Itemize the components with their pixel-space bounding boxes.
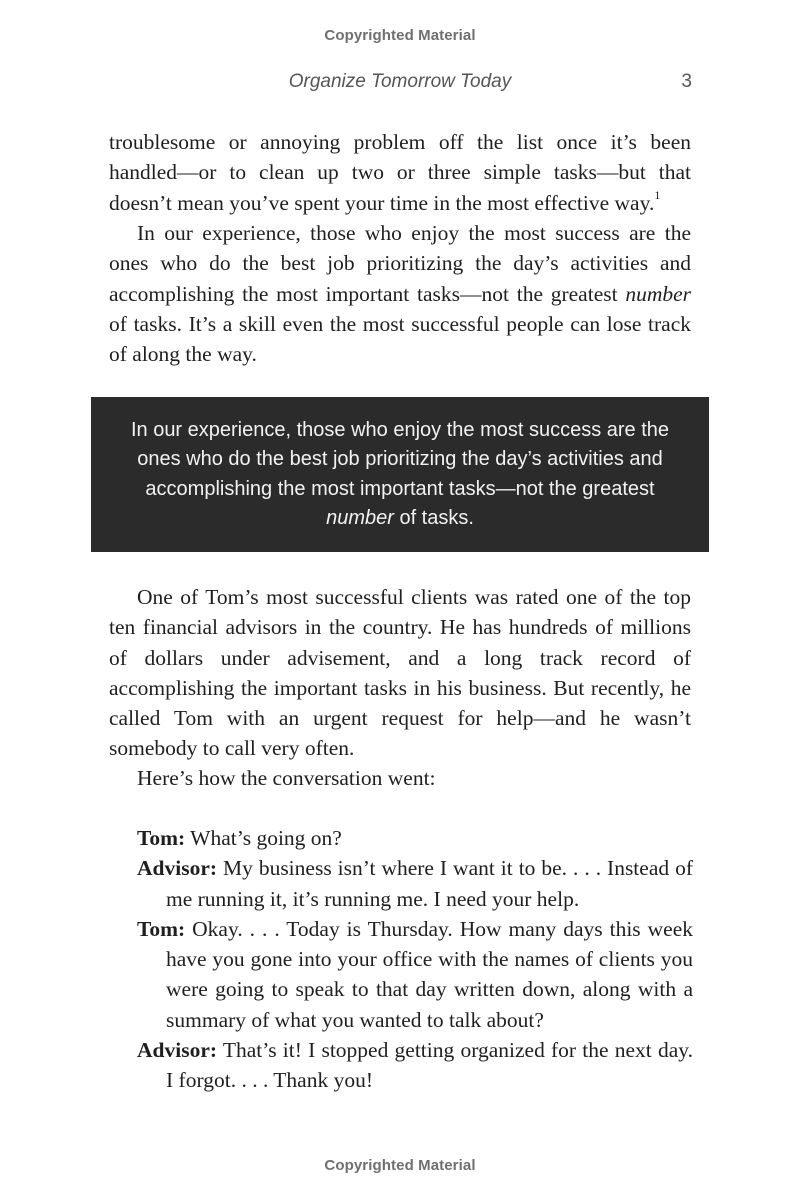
paragraph-text: In our experience, those who enjoy the most success are the ones who do the best job prioritizing the day’s activities and accomplishing the most important tasks—not the greatest — [109, 221, 691, 306]
running-head — [0, 71, 800, 95]
dialogue-block — [137, 823, 693, 1096]
dialogue-text: My business isn’t where I want it to be. . . . Instead of me running it, it’s running me. I need your help. — [166, 856, 693, 911]
dialogue-line — [137, 853, 693, 914]
speaker-name: Tom: — [137, 826, 186, 850]
paragraph-text: troublesome or annoying problem off the list once it’s been handled—or to clean up two or three simple tasks—but that doesn’t mean you’ve spent your time in the most effective way. — [109, 130, 691, 215]
dialogue-line — [137, 823, 693, 853]
speaker-name: Advisor: — [137, 856, 218, 881]
pull-quote-box — [91, 397, 709, 552]
page-number: 3 — [681, 71, 692, 92]
copyright-watermark-bottom: Copyrighted Material — [324, 1157, 476, 1174]
emphasis-text: number — [625, 281, 691, 306]
footnote-marker: 1 — [654, 188, 661, 203]
dialogue-text: Okay. . . . Today is Thursday. How many days this week have you gone into your office with the names of clients you were going to speak to that day written down, along with a summary of what you wanted to talk about? — [166, 916, 693, 1032]
pull-quote-text — [120, 416, 680, 534]
paragraph-continuation — [109, 127, 691, 218]
paragraph-experience — [109, 218, 691, 369]
pull-quote-part: of tasks. — [393, 507, 474, 529]
paragraph-conversation-intro: Here’s how the conversation went: — [137, 766, 436, 790]
dialogue-text: That’s it! I stopped getting organized for the next day. I forgot. . . . Thank you! — [166, 1038, 693, 1093]
dialogue-line — [137, 914, 693, 1035]
dialogue-line — [137, 1035, 693, 1096]
dialogue-text: What’s going on? — [185, 826, 342, 850]
speaker-name: Tom: — [137, 916, 186, 941]
pull-quote-part: In our experience, those who enjoy the most success are the ones who do the best job prioritizing the day’s activities and accomplishing the most important tasks—not the greatest — [130, 418, 670, 500]
running-head-title: Organize Tomorrow Today — [288, 71, 512, 92]
paragraph-text: of tasks. It’s a skill even the most successful people can lose track of along the way. — [109, 311, 691, 367]
copyright-watermark-top: Copyrighted Material — [324, 27, 476, 44]
speaker-name: Advisor: — [137, 1038, 218, 1063]
paragraph-client-story: One of Tom’s most successful clients was rated one of the top ten financial advisors in the country. He has hundreds of millions of dollars under advisement, and a long track record of accomplishing the important tasks in his business. But recently, he called Tom with an urgent request for help—and he wasn’t somebody to call very often. — [109, 585, 691, 761]
pull-quote-emphasis: number — [326, 507, 394, 529]
